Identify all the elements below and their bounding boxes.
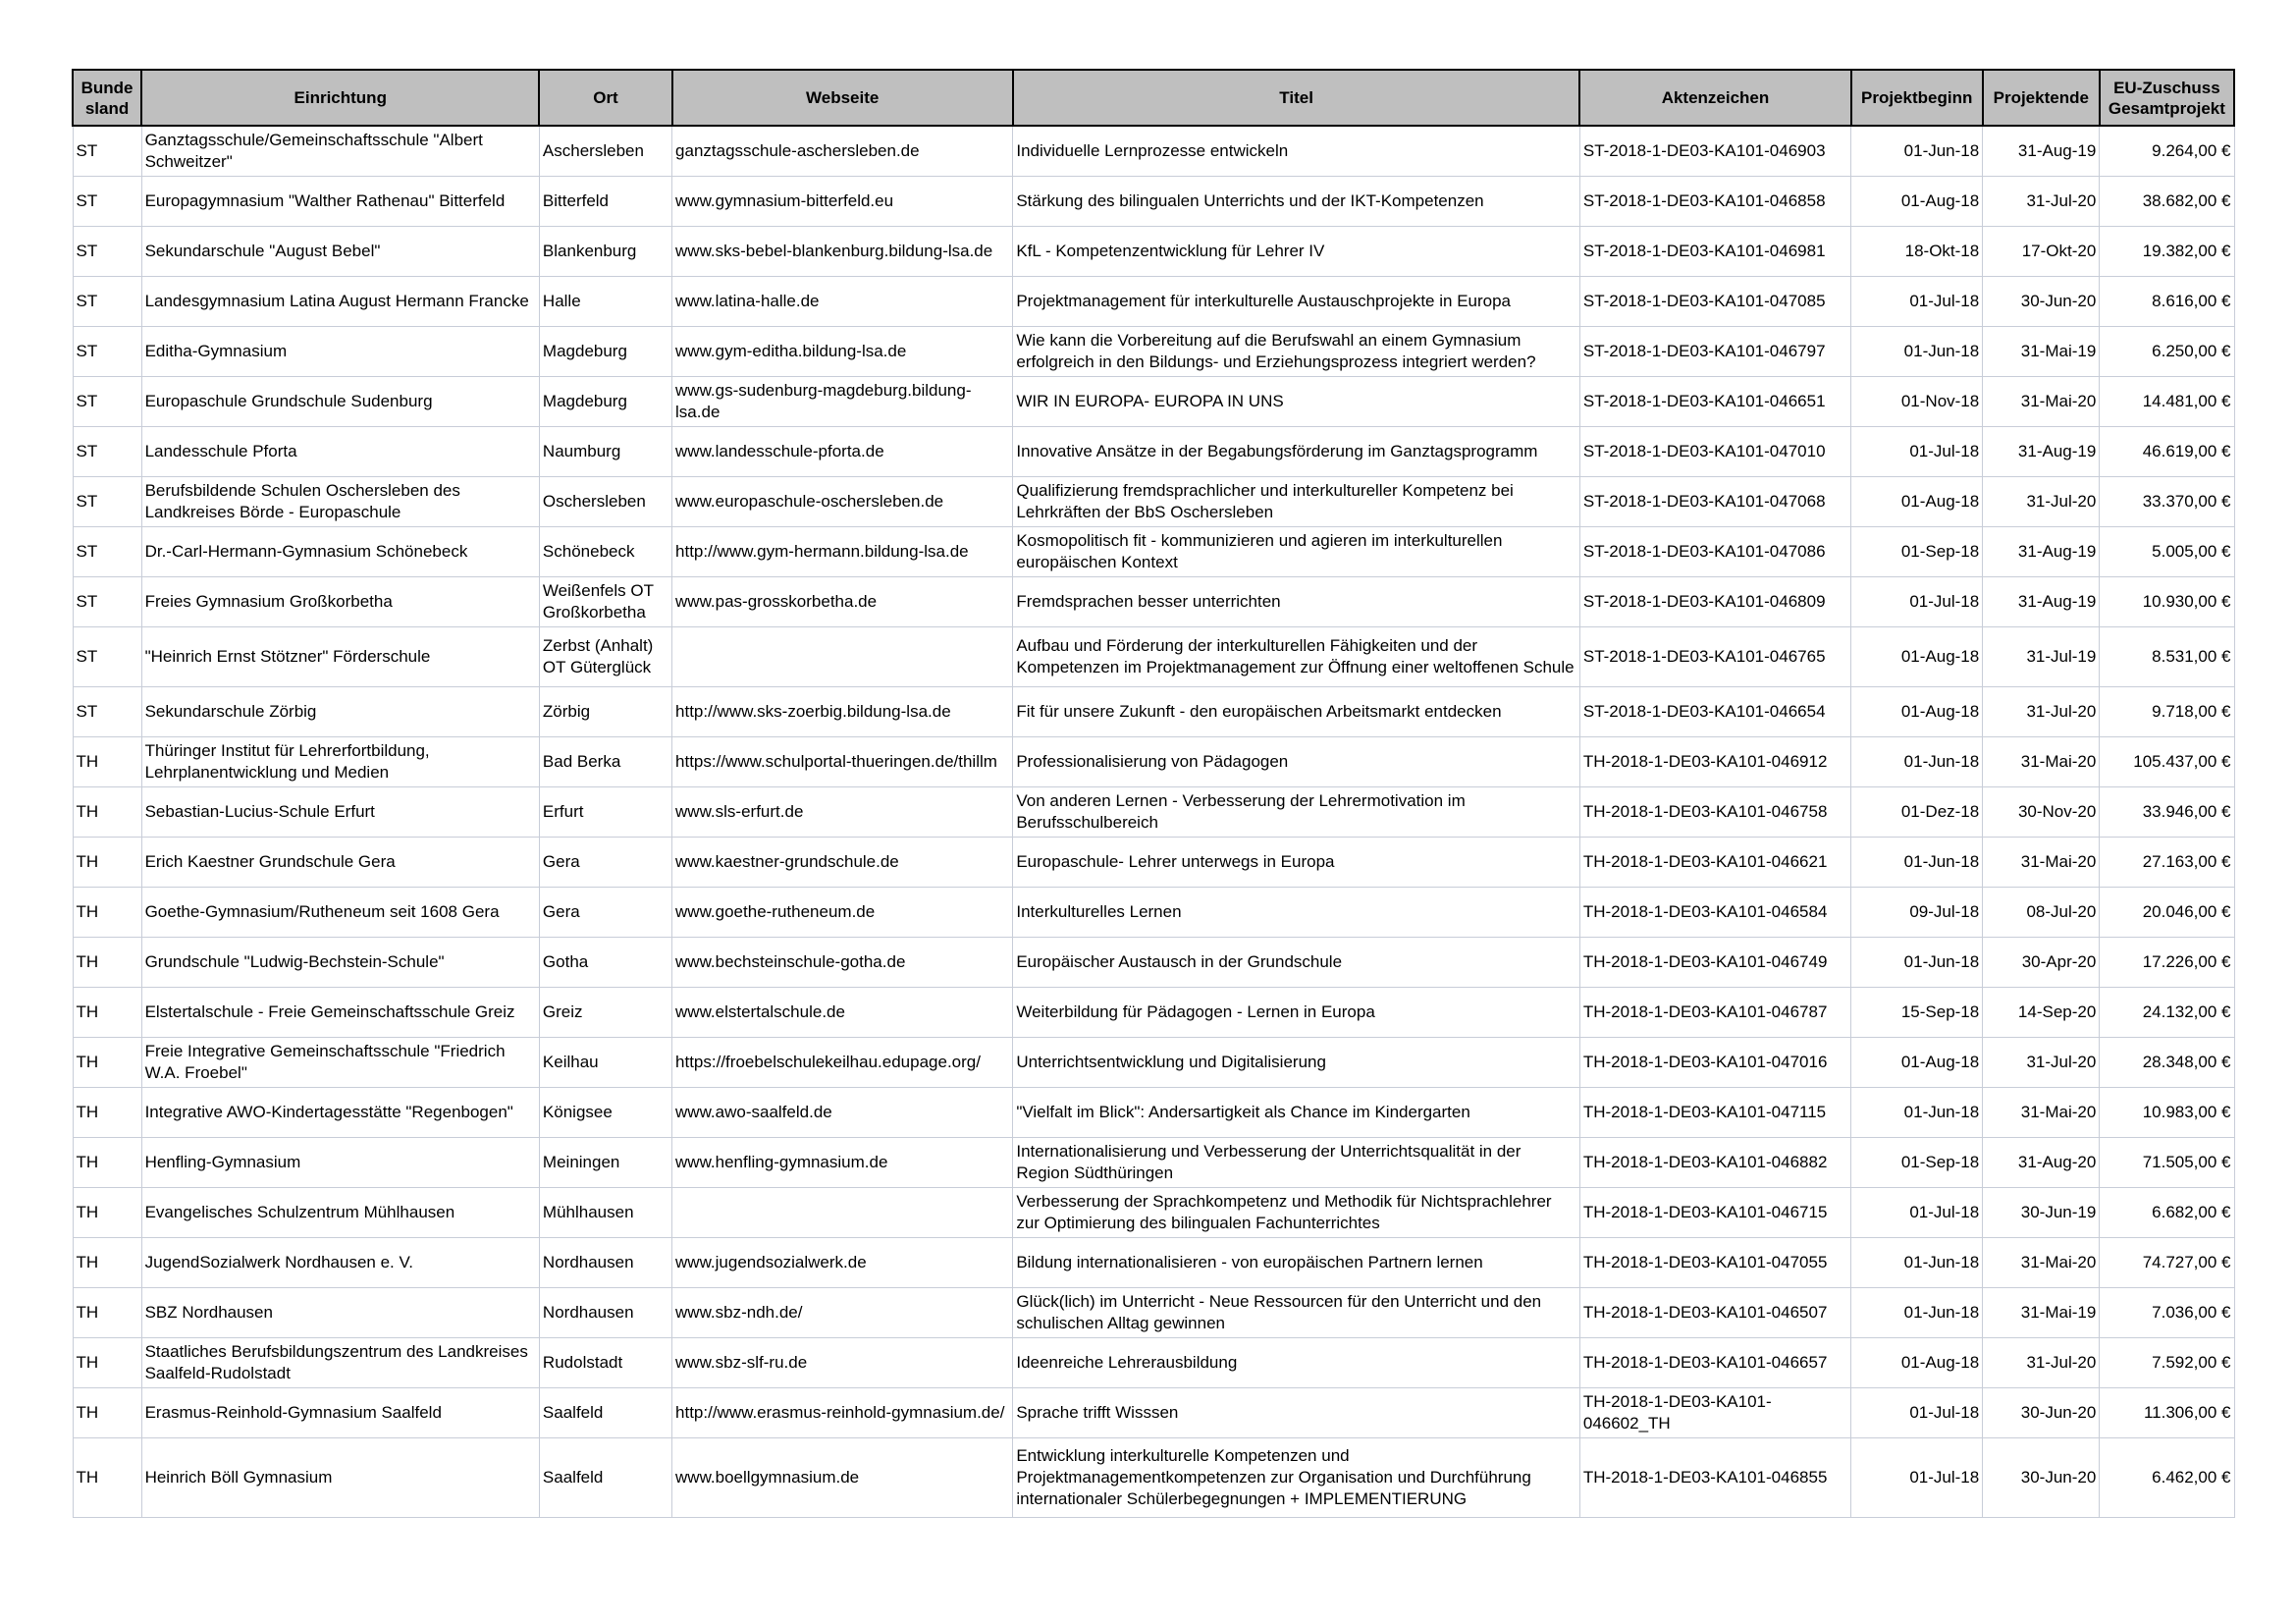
- cell-titel: Interkulturelles Lernen: [1013, 888, 1580, 938]
- cell-bundesland: TH: [73, 1088, 141, 1138]
- cell-projektbeginn: 01-Sep-18: [1851, 527, 1983, 577]
- cell-ort: Rudolstadt: [539, 1338, 671, 1388]
- cell-aktenzeichen: TH-2018-1-DE03-KA101-046758: [1579, 787, 1850, 838]
- cell-projektbeginn: 01-Jun-18: [1851, 1288, 1983, 1338]
- cell-projektende: 31-Mai-19: [1983, 1288, 2100, 1338]
- cell-titel: Professionalisierung von Pädagogen: [1013, 737, 1580, 787]
- cell-ort: Erfurt: [539, 787, 671, 838]
- header-einrichtung: Einrichtung: [141, 70, 539, 126]
- cell-projektbeginn: 01-Aug-18: [1851, 627, 1983, 687]
- cell-aktenzeichen: TH-2018-1-DE03-KA101-047016: [1579, 1038, 1850, 1088]
- cell-bundesland: TH: [73, 1238, 141, 1288]
- cell-einrichtung: Landesgymnasium Latina August Hermann Francke: [141, 277, 539, 327]
- table-row: [73, 1188, 2234, 1238]
- table-row: [73, 377, 2234, 427]
- cell-projektende: 31-Aug-19: [1983, 427, 2100, 477]
- table-row: [73, 277, 2234, 327]
- cell-eu-zuschuss: 9.718,00 €: [2100, 687, 2234, 737]
- cell-aktenzeichen: TH-2018-1-DE03-KA101-046787: [1579, 988, 1850, 1038]
- cell-ort: Naumburg: [539, 427, 671, 477]
- cell-einrichtung: SBZ Nordhausen: [141, 1288, 539, 1338]
- cell-titel: Von anderen Lernen - Verbesserung der Lehrermotivation im Berufsschulbereich: [1013, 787, 1580, 838]
- cell-webseite: https://froebelschulekeilhau.edupage.org/: [672, 1038, 1013, 1088]
- cell-projektende: 31-Jul-20: [1983, 177, 2100, 227]
- projects-table: [72, 69, 2235, 1518]
- cell-projektbeginn: 01-Aug-18: [1851, 1038, 1983, 1088]
- cell-projektbeginn: 01-Jul-18: [1851, 277, 1983, 327]
- cell-titel: Unterrichtsentwicklung und Digitalisierung: [1013, 1038, 1580, 1088]
- cell-bundesland: TH: [73, 1288, 141, 1338]
- cell-einrichtung: "Heinrich Ernst Stötzner" Förderschule: [141, 627, 539, 687]
- cell-projektende: 31-Mai-20: [1983, 377, 2100, 427]
- cell-projektbeginn: 01-Jun-18: [1851, 838, 1983, 888]
- cell-bundesland: ST: [73, 227, 141, 277]
- cell-ort: Zörbig: [539, 687, 671, 737]
- cell-projektbeginn: 01-Jul-18: [1851, 1188, 1983, 1238]
- table-body: [73, 126, 2234, 1518]
- cell-bundesland: TH: [73, 1388, 141, 1438]
- cell-einrichtung: Berufsbildende Schulen Oschersleben des Landkreises Börde - Europaschule: [141, 477, 539, 527]
- cell-bundesland: TH: [73, 1188, 141, 1238]
- cell-titel: Weiterbildung für Pädagogen - Lernen in Europa: [1013, 988, 1580, 1038]
- cell-aktenzeichen: TH-2018-1-DE03-KA101-046621: [1579, 838, 1850, 888]
- cell-aktenzeichen: ST-2018-1-DE03-KA101-046651: [1579, 377, 1850, 427]
- cell-webseite: www.gymnasium-bitterfeld.eu: [672, 177, 1013, 227]
- cell-projektende: 31-Mai-20: [1983, 1238, 2100, 1288]
- cell-projektende: 31-Mai-20: [1983, 838, 2100, 888]
- cell-titel: Sprache trifft Wisssen: [1013, 1388, 1580, 1438]
- cell-einrichtung: Landesschule Pforta: [141, 427, 539, 477]
- cell-projektbeginn: 01-Aug-18: [1851, 687, 1983, 737]
- cell-eu-zuschuss: 8.616,00 €: [2100, 277, 2234, 327]
- cell-einrichtung: Sekundarschule "August Bebel": [141, 227, 539, 277]
- cell-aktenzeichen: ST-2018-1-DE03-KA101-047086: [1579, 527, 1850, 577]
- cell-projektende: 14-Sep-20: [1983, 988, 2100, 1038]
- cell-titel: Bildung internationalisieren - von europäischen Partnern lernen: [1013, 1238, 1580, 1288]
- table-row: [73, 1238, 2234, 1288]
- cell-einrichtung: Staatliches Berufsbildungszentrum des Landkreises Saalfeld-Rudolstadt: [141, 1338, 539, 1388]
- table-row: [73, 327, 2234, 377]
- cell-projektbeginn: 01-Jul-18: [1851, 1438, 1983, 1518]
- cell-aktenzeichen: ST-2018-1-DE03-KA101-046809: [1579, 577, 1850, 627]
- table-row: [73, 888, 2234, 938]
- header-bundesland: Bunde sland: [73, 70, 141, 126]
- cell-projektende: 31-Mai-20: [1983, 1088, 2100, 1138]
- cell-aktenzeichen: ST-2018-1-DE03-KA101-046981: [1579, 227, 1850, 277]
- cell-einrichtung: Freies Gymnasium Großkorbetha: [141, 577, 539, 627]
- header-projektende: Projektende: [1983, 70, 2100, 126]
- table-row: [73, 527, 2234, 577]
- cell-aktenzeichen: TH-2018-1-DE03-KA101-046855: [1579, 1438, 1850, 1518]
- cell-projektende: 30-Jun-20: [1983, 1438, 2100, 1518]
- header-webseite: Webseite: [672, 70, 1013, 126]
- cell-ort: Bad Berka: [539, 737, 671, 787]
- table-row: [73, 687, 2234, 737]
- cell-projektende: 31-Jul-20: [1983, 477, 2100, 527]
- cell-einrichtung: Henfling-Gymnasium: [141, 1138, 539, 1188]
- cell-webseite: http://www.gym-hermann.bildung-lsa.de: [672, 527, 1013, 577]
- cell-eu-zuschuss: 28.348,00 €: [2100, 1038, 2234, 1088]
- header-titel: Titel: [1013, 70, 1580, 126]
- cell-bundesland: ST: [73, 177, 141, 227]
- cell-projektende: 31-Aug-19: [1983, 577, 2100, 627]
- cell-bundesland: ST: [73, 687, 141, 737]
- cell-ort: Magdeburg: [539, 377, 671, 427]
- cell-bundesland: ST: [73, 477, 141, 527]
- cell-projektbeginn: 01-Aug-18: [1851, 477, 1983, 527]
- cell-webseite: www.gs-sudenburg-magdeburg.bildung-lsa.de: [672, 377, 1013, 427]
- cell-projektende: 31-Jul-20: [1983, 1338, 2100, 1388]
- table-row: [73, 177, 2234, 227]
- cell-ort: Weißenfels OT Großkorbetha: [539, 577, 671, 627]
- cell-eu-zuschuss: 11.306,00 €: [2100, 1388, 2234, 1438]
- cell-projektbeginn: 09-Jul-18: [1851, 888, 1983, 938]
- cell-einrichtung: Europagymnasium "Walther Rathenau" Bitterfeld: [141, 177, 539, 227]
- cell-eu-zuschuss: 38.682,00 €: [2100, 177, 2234, 227]
- cell-bundesland: ST: [73, 377, 141, 427]
- cell-einrichtung: Grundschule "Ludwig-Bechstein-Schule": [141, 938, 539, 988]
- table-row: [73, 1388, 2234, 1438]
- cell-projektbeginn: 01-Aug-18: [1851, 1338, 1983, 1388]
- cell-aktenzeichen: TH-2018-1-DE03-KA101-046882: [1579, 1138, 1850, 1188]
- cell-titel: Projektmanagement für interkulturelle Austauschprojekte in Europa: [1013, 277, 1580, 327]
- table-row: [73, 1138, 2234, 1188]
- cell-aktenzeichen: ST-2018-1-DE03-KA101-046903: [1579, 126, 1850, 177]
- cell-ort: Saalfeld: [539, 1388, 671, 1438]
- cell-webseite: http://www.sks-zoerbig.bildung-lsa.de: [672, 687, 1013, 737]
- cell-einrichtung: Erasmus-Reinhold-Gymnasium Saalfeld: [141, 1388, 539, 1438]
- cell-eu-zuschuss: 19.382,00 €: [2100, 227, 2234, 277]
- table-row: [73, 227, 2234, 277]
- cell-bundesland: TH: [73, 988, 141, 1038]
- cell-projektende: 31-Aug-19: [1983, 126, 2100, 177]
- cell-einrichtung: Editha-Gymnasium: [141, 327, 539, 377]
- cell-aktenzeichen: TH-2018-1-DE03-KA101-046602_TH: [1579, 1388, 1850, 1438]
- cell-projektbeginn: 01-Jun-18: [1851, 938, 1983, 988]
- cell-einrichtung: Elstertalschule - Freie Gemeinschaftsschule Greiz: [141, 988, 539, 1038]
- header-projektbeginn: Projektbeginn: [1851, 70, 1983, 126]
- cell-eu-zuschuss: 6.462,00 €: [2100, 1438, 2234, 1518]
- cell-ort: Zerbst (Anhalt) OT Güterglück: [539, 627, 671, 687]
- cell-projektende: 30-Jun-20: [1983, 277, 2100, 327]
- header-ort: Ort: [539, 70, 671, 126]
- cell-projektende: 30-Apr-20: [1983, 938, 2100, 988]
- cell-projektbeginn: 01-Jul-18: [1851, 1388, 1983, 1438]
- cell-aktenzeichen: TH-2018-1-DE03-KA101-046657: [1579, 1338, 1850, 1388]
- cell-eu-zuschuss: 7.592,00 €: [2100, 1338, 2234, 1388]
- cell-einrichtung: Thüringer Institut für Lehrerfortbildung, Lehrplanentwicklung und Medien: [141, 737, 539, 787]
- cell-titel: Europaschule- Lehrer unterwegs in Europa: [1013, 838, 1580, 888]
- cell-projektende: 30-Nov-20: [1983, 787, 2100, 838]
- cell-eu-zuschuss: 8.531,00 €: [2100, 627, 2234, 687]
- cell-titel: "Vielfalt im Blick": Andersartigkeit als Chance im Kindergarten: [1013, 1088, 1580, 1138]
- cell-projektende: 31-Mai-19: [1983, 327, 2100, 377]
- cell-einrichtung: JugendSozialwerk Nordhausen e. V.: [141, 1238, 539, 1288]
- cell-eu-zuschuss: 33.946,00 €: [2100, 787, 2234, 838]
- cell-bundesland: ST: [73, 126, 141, 177]
- cell-einrichtung: Heinrich Böll Gymnasium: [141, 1438, 539, 1518]
- cell-bundesland: ST: [73, 527, 141, 577]
- header-row: [73, 70, 2234, 126]
- cell-ort: Keilhau: [539, 1038, 671, 1088]
- cell-titel: Innovative Ansätze in der Begabungsförderung im Ganztagsprogramm: [1013, 427, 1580, 477]
- cell-eu-zuschuss: 9.264,00 €: [2100, 126, 2234, 177]
- cell-webseite: www.boellgymnasium.de: [672, 1438, 1013, 1518]
- cell-bundesland: TH: [73, 737, 141, 787]
- table-row: [73, 1338, 2234, 1388]
- cell-eu-zuschuss: 10.983,00 €: [2100, 1088, 2234, 1138]
- cell-titel: Kosmopolitisch fit - kommunizieren und agieren im interkulturellen europäischen Kontext: [1013, 527, 1580, 577]
- cell-projektbeginn: 01-Jul-18: [1851, 577, 1983, 627]
- cell-webseite: www.goethe-rutheneum.de: [672, 888, 1013, 938]
- cell-bundesland: ST: [73, 427, 141, 477]
- cell-projektbeginn: 01-Jun-18: [1851, 126, 1983, 177]
- cell-webseite: www.elstertalschule.de: [672, 988, 1013, 1038]
- cell-bundesland: TH: [73, 1038, 141, 1088]
- cell-bundesland: TH: [73, 888, 141, 938]
- cell-titel: WIR IN EUROPA- EUROPA IN UNS: [1013, 377, 1580, 427]
- cell-titel: Fremdsprachen besser unterrichten: [1013, 577, 1580, 627]
- cell-ort: Nordhausen: [539, 1288, 671, 1338]
- cell-eu-zuschuss: 46.619,00 €: [2100, 427, 2234, 477]
- cell-titel: Glück(lich) im Unterricht - Neue Ressourcen für den Unterricht und den schulischen Alltag gewinnen: [1013, 1288, 1580, 1338]
- cell-projektbeginn: 01-Jun-18: [1851, 327, 1983, 377]
- table-row: [73, 737, 2234, 787]
- cell-eu-zuschuss: 6.682,00 €: [2100, 1188, 2234, 1238]
- cell-eu-zuschuss: 6.250,00 €: [2100, 327, 2234, 377]
- cell-webseite: [672, 627, 1013, 687]
- cell-aktenzeichen: TH-2018-1-DE03-KA101-046507: [1579, 1288, 1850, 1338]
- cell-webseite: ganztagsschule-aschersleben.de: [672, 126, 1013, 177]
- cell-einrichtung: Goethe-Gymnasium/Rutheneum seit 1608 Gera: [141, 888, 539, 938]
- cell-projektende: 31-Mai-20: [1983, 737, 2100, 787]
- cell-projektbeginn: 15-Sep-18: [1851, 988, 1983, 1038]
- cell-eu-zuschuss: 33.370,00 €: [2100, 477, 2234, 527]
- header-aktenzeichen: Aktenzeichen: [1579, 70, 1850, 126]
- cell-eu-zuschuss: 105.437,00 €: [2100, 737, 2234, 787]
- cell-webseite: www.landesschule-pforta.de: [672, 427, 1013, 477]
- cell-titel: Entwicklung interkulturelle Kompetenzen und Projektmanagementkompetenzen zur Organisation und Durchführung internationaler Schülerbegegnungen + IMPLEMENTIERUNG: [1013, 1438, 1580, 1518]
- cell-projektbeginn: 18-Okt-18: [1851, 227, 1983, 277]
- cell-titel: Stärkung des bilingualen Unterrichts und der IKT-Kompetenzen: [1013, 177, 1580, 227]
- table-row: [73, 477, 2234, 527]
- cell-webseite: www.kaestner-grundschule.de: [672, 838, 1013, 888]
- cell-titel: Ideenreiche Lehrerausbildung: [1013, 1338, 1580, 1388]
- cell-ort: Mühlhausen: [539, 1188, 671, 1238]
- cell-einrichtung: Ganztagsschule/Gemeinschaftsschule "Albert Schweitzer": [141, 126, 539, 177]
- cell-aktenzeichen: ST-2018-1-DE03-KA101-047010: [1579, 427, 1850, 477]
- cell-eu-zuschuss: 71.505,00 €: [2100, 1138, 2234, 1188]
- cell-webseite: http://www.erasmus-reinhold-gymnasium.de/: [672, 1388, 1013, 1438]
- cell-webseite: www.pas-grosskorbetha.de: [672, 577, 1013, 627]
- cell-ort: Nordhausen: [539, 1238, 671, 1288]
- cell-ort: Gera: [539, 838, 671, 888]
- cell-titel: Fit für unsere Zukunft - den europäischen Arbeitsmarkt entdecken: [1013, 687, 1580, 737]
- cell-projektende: 31-Aug-20: [1983, 1138, 2100, 1188]
- cell-titel: Wie kann die Vorbereitung auf die Berufswahl an einem Gymnasium erfolgreich in den Bildungs- und Erziehungsprozess integriert werden?: [1013, 327, 1580, 377]
- cell-webseite: [672, 1188, 1013, 1238]
- cell-ort: Bitterfeld: [539, 177, 671, 227]
- cell-webseite: www.sks-bebel-blankenburg.bildung-lsa.de: [672, 227, 1013, 277]
- cell-projektbeginn: 01-Sep-18: [1851, 1138, 1983, 1188]
- cell-einrichtung: Evangelisches Schulzentrum Mühlhausen: [141, 1188, 539, 1238]
- cell-titel: Individuelle Lernprozesse entwickeln: [1013, 126, 1580, 177]
- cell-aktenzeichen: ST-2018-1-DE03-KA101-047068: [1579, 477, 1850, 527]
- cell-einrichtung: Europaschule Grundschule Sudenburg: [141, 377, 539, 427]
- cell-titel: KfL - Kompetenzentwicklung für Lehrer IV: [1013, 227, 1580, 277]
- cell-projektende: 30-Jun-20: [1983, 1388, 2100, 1438]
- cell-eu-zuschuss: 74.727,00 €: [2100, 1238, 2234, 1288]
- cell-webseite: www.latina-halle.de: [672, 277, 1013, 327]
- cell-bundesland: TH: [73, 1138, 141, 1188]
- cell-webseite: www.sls-erfurt.de: [672, 787, 1013, 838]
- cell-eu-zuschuss: 20.046,00 €: [2100, 888, 2234, 938]
- cell-ort: Saalfeld: [539, 1438, 671, 1518]
- table-row: [73, 1288, 2234, 1338]
- cell-projektbeginn: 01-Jun-18: [1851, 1088, 1983, 1138]
- cell-projektende: 31-Aug-19: [1983, 527, 2100, 577]
- cell-eu-zuschuss: 17.226,00 €: [2100, 938, 2234, 988]
- cell-einrichtung: Sebastian-Lucius-Schule Erfurt: [141, 787, 539, 838]
- cell-webseite: www.gym-editha.bildung-lsa.de: [672, 327, 1013, 377]
- cell-ort: Schönebeck: [539, 527, 671, 577]
- cell-projektende: 17-Okt-20: [1983, 227, 2100, 277]
- cell-aktenzeichen: ST-2018-1-DE03-KA101-046858: [1579, 177, 1850, 227]
- cell-titel: Europäischer Austausch in der Grundschule: [1013, 938, 1580, 988]
- cell-webseite: www.sbz-ndh.de/: [672, 1288, 1013, 1338]
- cell-einrichtung: Integrative AWO-Kindertagesstätte "Regenbogen": [141, 1088, 539, 1138]
- cell-aktenzeichen: TH-2018-1-DE03-KA101-047055: [1579, 1238, 1850, 1288]
- cell-bundesland: ST: [73, 327, 141, 377]
- cell-einrichtung: Dr.-Carl-Hermann-Gymnasium Schönebeck: [141, 527, 539, 577]
- table-row: [73, 126, 2234, 177]
- cell-eu-zuschuss: 14.481,00 €: [2100, 377, 2234, 427]
- table-row: [73, 787, 2234, 838]
- cell-ort: Gotha: [539, 938, 671, 988]
- cell-aktenzeichen: ST-2018-1-DE03-KA101-047085: [1579, 277, 1850, 327]
- cell-ort: Halle: [539, 277, 671, 327]
- cell-aktenzeichen: TH-2018-1-DE03-KA101-046584: [1579, 888, 1850, 938]
- cell-projektbeginn: 01-Jun-18: [1851, 737, 1983, 787]
- cell-titel: Qualifizierung fremdsprachlicher und interkultureller Kompetenz bei Lehrkräften der BbS Oschersleben: [1013, 477, 1580, 527]
- cell-aktenzeichen: TH-2018-1-DE03-KA101-046715: [1579, 1188, 1850, 1238]
- table-row: [73, 627, 2234, 687]
- table-row: [73, 427, 2234, 477]
- cell-ort: Oschersleben: [539, 477, 671, 527]
- cell-webseite: www.europaschule-oschersleben.de: [672, 477, 1013, 527]
- cell-webseite: www.sbz-slf-ru.de: [672, 1338, 1013, 1388]
- cell-einrichtung: Sekundarschule Zörbig: [141, 687, 539, 737]
- cell-bundesland: ST: [73, 277, 141, 327]
- cell-eu-zuschuss: 10.930,00 €: [2100, 577, 2234, 627]
- cell-webseite: https://www.schulportal-thueringen.de/thillm: [672, 737, 1013, 787]
- cell-ort: Aschersleben: [539, 126, 671, 177]
- cell-aktenzeichen: TH-2018-1-DE03-KA101-046912: [1579, 737, 1850, 787]
- cell-webseite: www.bechsteinschule-gotha.de: [672, 938, 1013, 988]
- cell-bundesland: ST: [73, 627, 141, 687]
- cell-bundesland: ST: [73, 577, 141, 627]
- cell-titel: Internationalisierung und Verbesserung der Unterrichtsqualität in der Region Südthüringen: [1013, 1138, 1580, 1188]
- cell-projektende: 30-Jun-19: [1983, 1188, 2100, 1238]
- cell-bundesland: TH: [73, 787, 141, 838]
- table-row: [73, 988, 2234, 1038]
- cell-projektbeginn: 01-Nov-18: [1851, 377, 1983, 427]
- cell-aktenzeichen: ST-2018-1-DE03-KA101-046654: [1579, 687, 1850, 737]
- cell-aktenzeichen: TH-2018-1-DE03-KA101-046749: [1579, 938, 1850, 988]
- cell-ort: Gera: [539, 888, 671, 938]
- cell-bundesland: TH: [73, 938, 141, 988]
- cell-ort: Blankenburg: [539, 227, 671, 277]
- table-row: [73, 838, 2234, 888]
- cell-ort: Magdeburg: [539, 327, 671, 377]
- table-row: [73, 1038, 2234, 1088]
- cell-bundesland: TH: [73, 838, 141, 888]
- cell-projektbeginn: 01-Aug-18: [1851, 177, 1983, 227]
- header-eu-zuschuss: EU-Zuschuss Gesamtprojekt: [2100, 70, 2234, 126]
- cell-ort: Greiz: [539, 988, 671, 1038]
- cell-ort: Königsee: [539, 1088, 671, 1138]
- cell-projektbeginn: 01-Dez-18: [1851, 787, 1983, 838]
- table-row: [73, 1438, 2234, 1518]
- table-row: [73, 1088, 2234, 1138]
- cell-webseite: www.jugendsozialwerk.de: [672, 1238, 1013, 1288]
- cell-eu-zuschuss: 24.132,00 €: [2100, 988, 2234, 1038]
- cell-aktenzeichen: TH-2018-1-DE03-KA101-047115: [1579, 1088, 1850, 1138]
- cell-einrichtung: Freie Integrative Gemeinschaftsschule "Friedrich W.A. Froebel": [141, 1038, 539, 1088]
- cell-projektende: 31-Jul-20: [1983, 687, 2100, 737]
- cell-projektende: 08-Jul-20: [1983, 888, 2100, 938]
- cell-aktenzeichen: ST-2018-1-DE03-KA101-046797: [1579, 327, 1850, 377]
- table-row: [73, 577, 2234, 627]
- cell-aktenzeichen: ST-2018-1-DE03-KA101-046765: [1579, 627, 1850, 687]
- cell-ort: Meiningen: [539, 1138, 671, 1188]
- cell-bundesland: TH: [73, 1438, 141, 1518]
- cell-titel: Verbesserung der Sprachkompetenz und Methodik für Nichtsprachlehrer zur Optimierung des bilingualen Fachunterrichtes: [1013, 1188, 1580, 1238]
- cell-bundesland: TH: [73, 1338, 141, 1388]
- cell-projektende: 31-Jul-19: [1983, 627, 2100, 687]
- cell-webseite: www.awo-saalfeld.de: [672, 1088, 1013, 1138]
- cell-eu-zuschuss: 27.163,00 €: [2100, 838, 2234, 888]
- cell-eu-zuschuss: 5.005,00 €: [2100, 527, 2234, 577]
- cell-projektbeginn: 01-Jun-18: [1851, 1238, 1983, 1288]
- cell-webseite: www.henfling-gymnasium.de: [672, 1138, 1013, 1188]
- cell-titel: Aufbau und Förderung der interkulturellen Fähigkeiten und der Kompetenzen im Projektmanagement zur Öffnung einer weltoffenen Schule: [1013, 627, 1580, 687]
- cell-einrichtung: Erich Kaestner Grundschule Gera: [141, 838, 539, 888]
- table-row: [73, 938, 2234, 988]
- cell-eu-zuschuss: 7.036,00 €: [2100, 1288, 2234, 1338]
- cell-projektbeginn: 01-Jul-18: [1851, 427, 1983, 477]
- cell-projektende: 31-Jul-20: [1983, 1038, 2100, 1088]
